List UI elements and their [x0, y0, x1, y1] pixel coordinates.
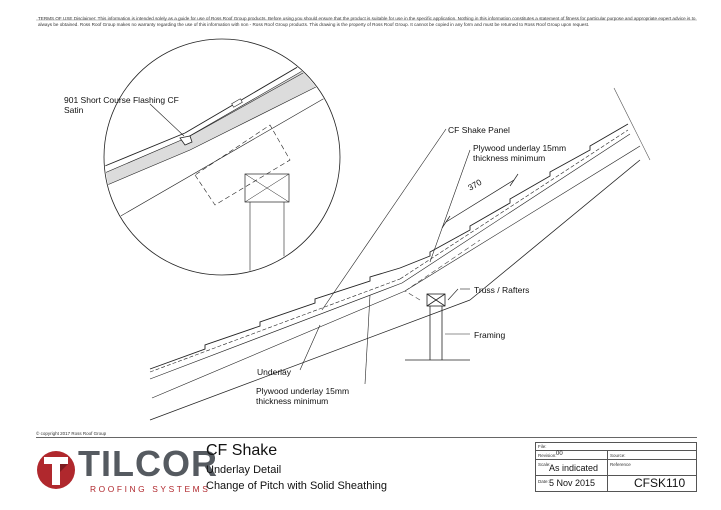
callout-plywood-upper-line1: Plywood underlay 15mm: [473, 143, 567, 153]
file-label: File:: [538, 444, 547, 449]
disclaimer-text: TERMS OF USE Disclaimer: This information is intended solely as a guide for use of Ross Roof Group products. Before using you should ensure that the product is suitable for use in the specific application. Nothing in this information constitutes a statement of fitness for particular purpose and appropriate expert advice is to always be obtained. Ross Roof Group makes no warranty regarding the use of this information with non - Ross Roof Group products. This drawing is the property of Ross Roof Group. It cannot be copied in any form and must be returned to Ross Roof Group upon request.: [38, 16, 696, 27]
brand-name: TILCOR: [78, 443, 218, 484]
reference-label-cell: [608, 460, 696, 476]
scale-label: Scale:: [538, 462, 551, 467]
reference-value-cell: [608, 476, 696, 491]
truss-dashed-lines: [405, 240, 480, 300]
titleblock-divider: [36, 437, 697, 438]
callout-framing: Framing: [474, 330, 506, 340]
date-value: 5 Nov 2015: [549, 478, 596, 488]
reference-value: CFSK110: [634, 476, 686, 490]
copyright-text: © copyright 2017 Ross Roof Group: [36, 431, 107, 436]
drawing-subtitle-2: Change of Pitch with Solid Sheathing: [206, 480, 388, 492]
tilcor-logo-icon: [36, 445, 76, 495]
date-cell: [536, 476, 608, 491]
revision-value: 00: [556, 451, 563, 457]
revision-label: Revision:: [538, 453, 557, 458]
callout-plywood-upper-line2: thickness minimum: [473, 153, 546, 163]
revision-cell: [536, 451, 608, 460]
drawing-subtitle-1: Underlay Detail: [206, 464, 282, 476]
upper-roof-slope: [400, 88, 650, 300]
brand-tagline: ROOFING SYSTEMS: [90, 484, 211, 494]
reference-label: Reference: [610, 462, 631, 467]
source-label: Source:: [610, 453, 626, 458]
file-row: [536, 443, 696, 451]
drawing-title: CF Shake: [206, 442, 278, 459]
title-block: [535, 442, 697, 492]
callout-flashing-line2: Satin: [64, 105, 84, 115]
callout-underlay: Underlay: [257, 367, 292, 377]
callout-plywood-lower-line2: thickness minimum: [256, 396, 329, 406]
detail-magnifier: [100, 39, 340, 290]
callout-flashing-line1: 901 Short Course Flashing CF: [64, 95, 179, 105]
callout-shake-panel: CF Shake Panel: [448, 125, 510, 135]
date-label: Date:: [538, 479, 549, 484]
dimension-label: 370: [466, 176, 484, 193]
scale-value: As indicated: [549, 463, 599, 473]
callout-plywood-lower-line1: Plywood underlay 15mm: [256, 386, 350, 396]
scale-cell: [536, 460, 608, 476]
source-cell: [608, 451, 696, 460]
callout-truss: Truss / Rafters: [474, 285, 530, 295]
